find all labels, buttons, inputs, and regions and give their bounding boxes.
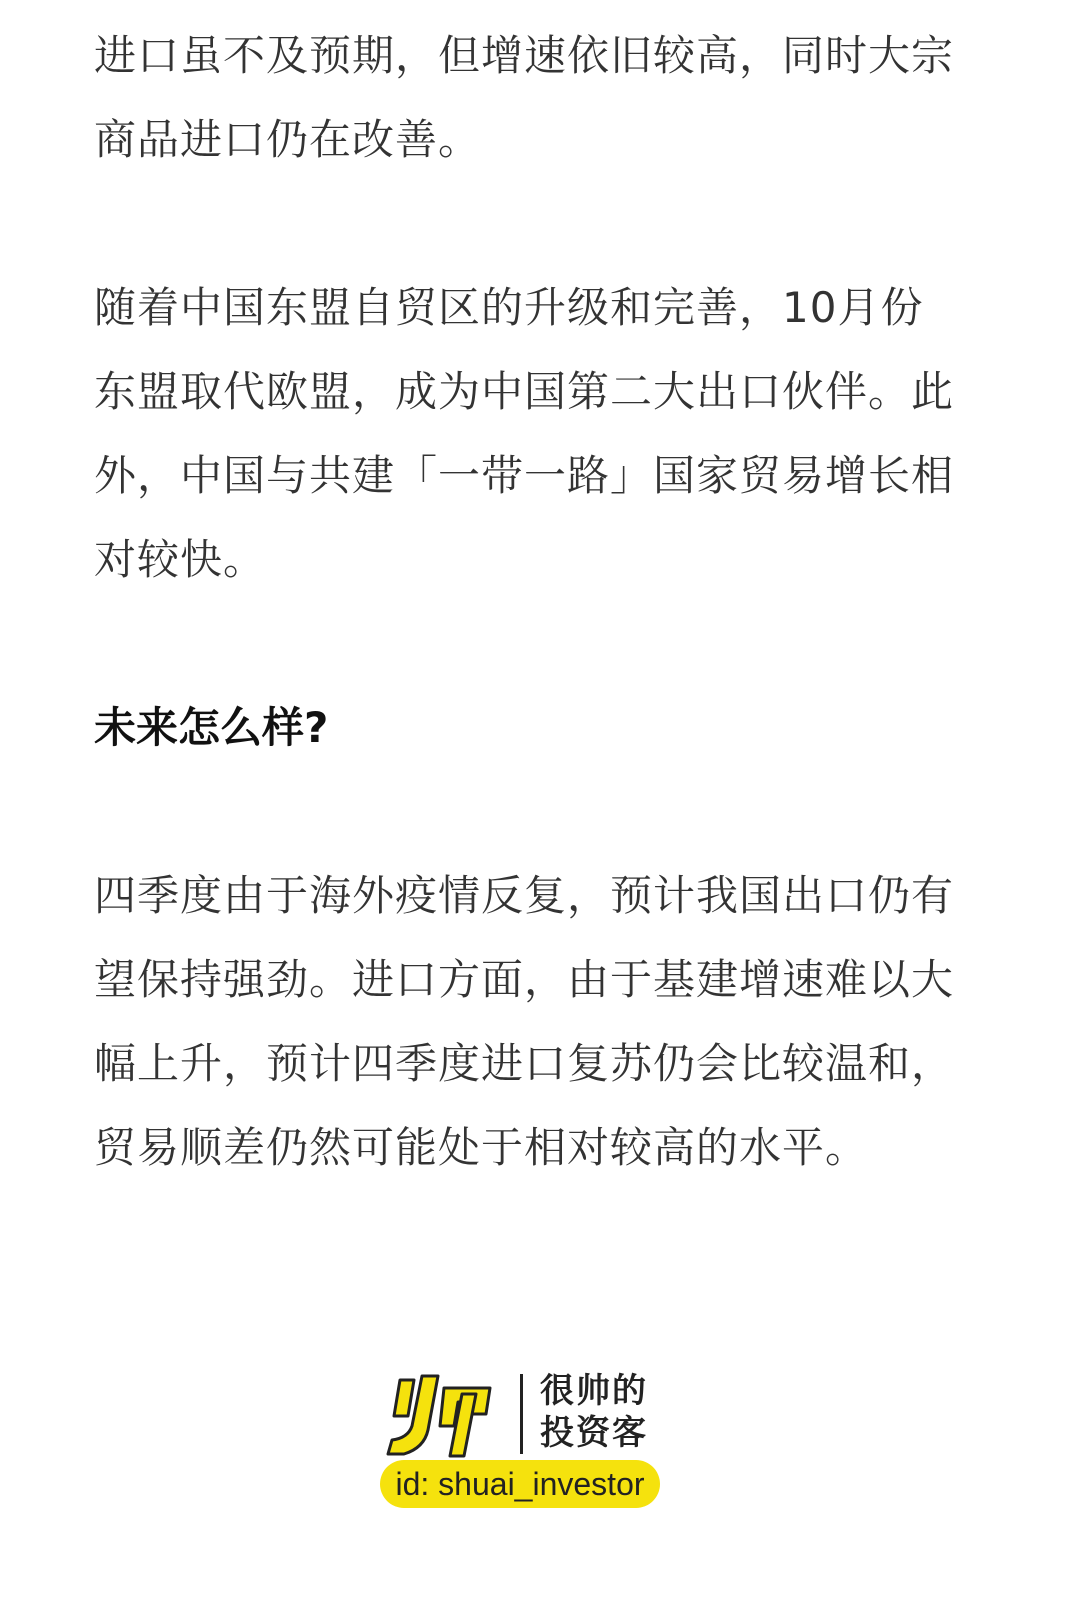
brand-line-2: 投资客 — [540, 1413, 648, 1453]
brand-divider — [520, 1374, 523, 1454]
paragraph-imports: 进口虽不及预期，但增速依旧较高，同时大宗商品进口仍在改善。 — [94, 31, 955, 164]
article-body — [94, 14, 954, 1190]
shuai-logo-icon — [378, 1370, 498, 1460]
paragraph-asean: 随着中国东盟自贸区的升级和完善，10月份东盟取代欧盟，成为中国第二大出口伙伴。此外，中国与共建「一带一路」国家贸易增长相对较快。 — [94, 283, 955, 584]
paragraph-outlook: 四季度由于海外疫情反复，预计我国出口仍有望保持强劲。进口方面，由于基建增速难以大幅上升，预计四季度进口复苏仍会比较温和，贸易顺差仍然可能处于相对较高的水平。 — [94, 871, 955, 1172]
section-heading: 未来怎么样? — [94, 703, 329, 752]
brand-line-1: 很帅的 — [540, 1371, 648, 1411]
account-id-badge: id: shuai_investor — [380, 1460, 660, 1508]
footer-brand — [0, 1360, 1067, 1520]
brand-name — [540, 1370, 648, 1454]
